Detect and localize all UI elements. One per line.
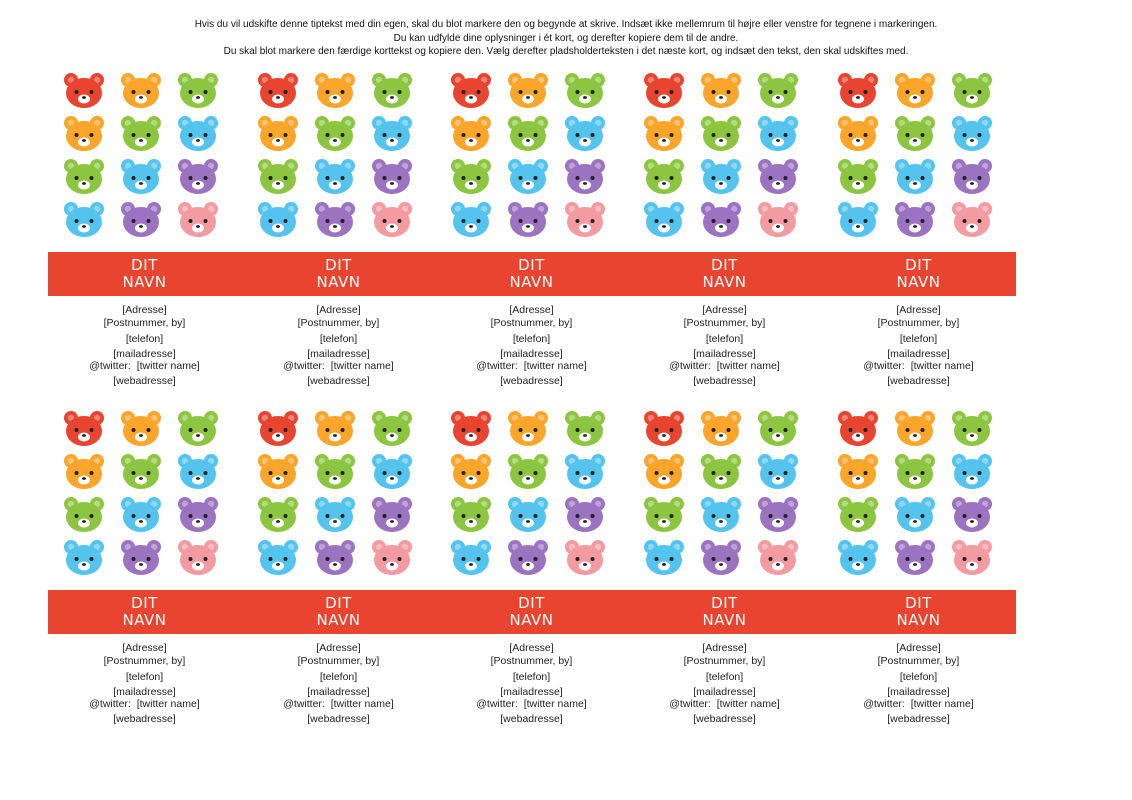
bear-green-icon [176,72,220,110]
card-phone: [telefon] [705,333,744,345]
card-address: [Adresse] [122,642,167,654]
bear-pattern [256,72,424,242]
bear-green-icon [370,410,414,448]
card-phone: [telefon] [899,333,938,345]
bear-pattern [62,72,230,242]
card-contact-info[interactable] [48,642,241,726]
card-twitter: [twitter name] [136,698,200,710]
card-name[interactable] [435,590,628,634]
card-web: [webadresse] [500,375,563,387]
bear-blue-icon [370,453,414,491]
card-name-line1: DIT [325,594,352,612]
card-address: [Adresse] [702,642,747,654]
card-contact-info[interactable] [628,642,821,726]
bear-green-icon [836,158,880,196]
card-name-line2: NAVN [896,273,941,291]
bear-green-icon [256,158,300,196]
bear-purple-icon [893,539,937,577]
bear-blue-icon [313,496,357,534]
bear-blue-icon [176,115,220,153]
bear-orange-icon [313,410,357,448]
bear-green-icon [176,410,220,448]
bear-red-icon [449,72,493,110]
bear-blue-icon [449,201,493,239]
card-name[interactable] [628,590,821,634]
card-twitter-prefix: @twitter: [476,360,518,372]
card-twitter: [twitter name] [136,360,200,372]
bear-pattern [642,410,810,580]
card-twitter-row [435,360,628,372]
bear-blue-icon [699,496,743,534]
card-contact-info[interactable] [822,304,1015,388]
card-postal: [Postnummer, by] [103,655,186,667]
bear-blue-icon [256,201,300,239]
card-name-line1: DIT [131,594,158,612]
card-name-line2: NAVN [702,611,747,629]
bear-blue-icon [62,201,106,239]
bear-purple-icon [370,158,414,196]
bear-blue-icon [370,115,414,153]
bear-orange-icon [893,72,937,110]
card-name-line2: NAVN [896,611,941,629]
card-twitter-row [822,360,1015,372]
bear-pattern [449,72,617,242]
business-card [48,410,241,740]
bear-pattern [836,410,1004,580]
card-contact-info[interactable] [242,642,435,726]
bear-pink-icon [950,201,994,239]
card-name-line2: NAVN [316,611,361,629]
bear-green-icon [699,115,743,153]
bear-orange-icon [699,410,743,448]
bear-pattern [836,72,1004,242]
card-email: [mailadresse] [500,348,563,360]
card-twitter: [twitter name] [910,698,974,710]
bear-pink-icon [756,201,800,239]
bear-blue-icon [119,496,163,534]
bear-red-icon [256,410,300,448]
card-twitter-prefix: @twitter: [476,698,518,710]
bear-purple-icon [756,158,800,196]
bear-orange-icon [119,72,163,110]
card-address: [Adresse] [316,304,361,316]
card-phone: [telefon] [125,333,164,345]
business-card [435,72,628,402]
bear-green-icon [950,72,994,110]
instruction-line: Du kan udfylde dine oplysninger i ét kort, og derefter kopiere dem til de andre. [393,32,739,44]
card-web: [webadresse] [113,713,176,725]
bear-green-icon [506,453,550,491]
bear-green-icon [256,496,300,534]
bear-purple-icon [176,496,220,534]
bear-green-icon [62,496,106,534]
bear-green-icon [506,115,550,153]
card-postal: [Postnummer, by] [297,317,380,329]
card-name-line1: DIT [131,256,158,274]
card-address: [Adresse] [896,304,941,316]
bear-blue-icon [119,158,163,196]
card-twitter: [twitter name] [910,360,974,372]
card-phone: [telefon] [705,671,744,683]
bear-pink-icon [563,539,607,577]
card-address: [Adresse] [509,304,554,316]
card-web: [webadresse] [307,375,370,387]
bear-pattern [62,410,230,580]
card-twitter-prefix: @twitter: [283,698,325,710]
card-name[interactable] [48,252,241,296]
instruction-line: Hvis du vil udskifte denne tiptekst med din egen, skal du blot markere den og begynde at skrive. Indsæt ikke mellemrum til højre eller venstre for tegnene i markeringen. [194,19,938,30]
card-web: [webadresse] [887,375,950,387]
card-phone: [telefon] [899,671,938,683]
card-contact-info[interactable] [242,304,435,388]
bear-green-icon [836,496,880,534]
bear-blue-icon [563,453,607,491]
bear-blue-icon [699,158,743,196]
card-postal: [Postnummer, by] [297,655,380,667]
card-postal: [Postnummer, by] [103,317,186,329]
card-email: [mailadresse] [307,348,370,360]
card-twitter-row [48,360,241,372]
bear-pink-icon [950,539,994,577]
business-card [435,410,628,740]
card-name-line2: NAVN [702,273,747,291]
bear-pink-icon [563,201,607,239]
bear-blue-icon [62,539,106,577]
card-twitter-row [435,698,628,710]
bear-green-icon [313,115,357,153]
bear-blue-icon [950,453,994,491]
instructions-text[interactable] [0,18,1132,59]
card-name[interactable] [242,252,435,296]
bear-purple-icon [370,496,414,534]
card-twitter-row [242,698,435,710]
bear-pattern [256,410,424,580]
bear-purple-icon [756,496,800,534]
business-card [628,72,821,402]
bear-purple-icon [119,201,163,239]
card-postal: [Postnummer, by] [877,317,960,329]
bear-green-icon [119,115,163,153]
bear-green-icon [756,72,800,110]
bear-orange-icon [62,115,106,153]
card-name-line2: NAVN [316,273,361,291]
card-contact-info[interactable] [435,304,628,388]
card-name-line2: NAVN [509,273,554,291]
bear-orange-icon [119,410,163,448]
card-twitter-prefix: @twitter: [669,360,711,372]
card-name[interactable] [48,590,241,634]
bear-red-icon [836,72,880,110]
bear-purple-icon [313,539,357,577]
bear-red-icon [62,410,106,448]
bear-green-icon [893,453,937,491]
card-address: [Adresse] [316,642,361,654]
business-card [822,410,1015,740]
card-email: [mailadresse] [693,686,756,698]
card-twitter-prefix: @twitter: [863,360,905,372]
bear-pink-icon [756,539,800,577]
card-twitter-prefix: @twitter: [863,698,905,710]
bear-purple-icon [506,539,550,577]
bear-red-icon [256,72,300,110]
bear-purple-icon [950,496,994,534]
card-twitter-row [628,698,821,710]
card-name[interactable] [822,590,1015,634]
card-name-line1: DIT [711,594,738,612]
bear-red-icon [449,410,493,448]
bear-red-icon [62,72,106,110]
bear-blue-icon [176,453,220,491]
card-twitter-row [822,698,1015,710]
card-phone: [telefon] [319,671,358,683]
bear-orange-icon [836,453,880,491]
bear-purple-icon [563,496,607,534]
card-postal: [Postnummer, by] [683,655,766,667]
bear-blue-icon [313,158,357,196]
card-contact-info[interactable] [435,642,628,726]
card-name-line2: NAVN [122,273,167,291]
card-address: [Adresse] [509,642,554,654]
bear-pink-icon [370,201,414,239]
card-contact-info[interactable] [628,304,821,388]
card-web: [webadresse] [307,713,370,725]
card-contact-info[interactable] [48,304,241,388]
bear-green-icon [119,453,163,491]
bear-orange-icon [506,410,550,448]
bear-green-icon [893,115,937,153]
business-card [242,410,435,740]
card-name-line1: DIT [325,256,352,274]
bear-blue-icon [449,539,493,577]
bear-red-icon [642,410,686,448]
card-name-line1: DIT [518,256,545,274]
bear-green-icon [642,496,686,534]
bear-purple-icon [119,539,163,577]
card-postal: [Postnummer, by] [683,317,766,329]
instruction-line: Du skal blot markere den færdige korttekst og kopiere den. Vælg derefter pladsholderteksten i det næste kort, og indsæt den tekst, den skal udskiftes med. [223,46,909,57]
card-twitter: [twitter name] [716,698,780,710]
bear-pattern [642,72,810,242]
bear-green-icon [313,453,357,491]
bear-orange-icon [313,72,357,110]
card-twitter-prefix: @twitter: [669,698,711,710]
card-name[interactable] [628,252,821,296]
card-email: [mailadresse] [693,348,756,360]
bear-purple-icon [563,158,607,196]
bear-blue-icon [256,539,300,577]
business-card [48,72,241,402]
bear-blue-icon [756,115,800,153]
bear-orange-icon [836,115,880,153]
bear-purple-icon [699,539,743,577]
card-twitter-row [48,698,241,710]
bear-green-icon [449,496,493,534]
bear-green-icon [370,72,414,110]
bear-orange-icon [449,115,493,153]
bear-green-icon [563,410,607,448]
bear-green-icon [950,410,994,448]
card-name[interactable] [242,590,435,634]
bear-orange-icon [62,453,106,491]
card-twitter: [twitter name] [330,360,394,372]
bear-purple-icon [950,158,994,196]
bear-purple-icon [893,201,937,239]
card-email: [mailadresse] [500,686,563,698]
bear-pink-icon [176,201,220,239]
card-twitter: [twitter name] [716,360,780,372]
bear-purple-icon [176,158,220,196]
bear-blue-icon [563,115,607,153]
bear-green-icon [449,158,493,196]
bear-blue-icon [642,539,686,577]
card-name-line1: DIT [711,256,738,274]
card-twitter: [twitter name] [523,698,587,710]
card-name-line1: DIT [905,594,932,612]
card-name-line1: DIT [905,256,932,274]
card-twitter: [twitter name] [523,360,587,372]
card-name-line1: DIT [518,594,545,612]
card-web: [webadresse] [693,375,756,387]
card-phone: [telefon] [512,671,551,683]
card-address: [Adresse] [122,304,167,316]
bear-orange-icon [449,453,493,491]
card-phone: [telefon] [125,671,164,683]
bear-purple-icon [506,201,550,239]
card-name-line2: NAVN [509,611,554,629]
card-email: [mailadresse] [113,686,176,698]
bear-blue-icon [893,158,937,196]
card-web: [webadresse] [113,375,176,387]
card-contact-info[interactable] [822,642,1015,726]
card-postal: [Postnummer, by] [877,655,960,667]
bear-red-icon [836,410,880,448]
card-name-line2: NAVN [122,611,167,629]
bear-blue-icon [836,201,880,239]
card-twitter: [twitter name] [330,698,394,710]
bear-green-icon [756,410,800,448]
card-address: [Adresse] [896,642,941,654]
card-twitter-row [628,360,821,372]
card-phone: [telefon] [319,333,358,345]
card-email: [mailadresse] [887,348,950,360]
card-address: [Adresse] [702,304,747,316]
bear-orange-icon [642,115,686,153]
bear-red-icon [642,72,686,110]
bear-orange-icon [642,453,686,491]
card-postal: [Postnummer, by] [490,655,573,667]
bear-green-icon [563,72,607,110]
bear-purple-icon [699,201,743,239]
bear-pattern [449,410,617,580]
bear-pink-icon [370,539,414,577]
bear-green-icon [699,453,743,491]
business-card [822,72,1015,402]
card-twitter-prefix: @twitter: [283,360,325,372]
card-email: [mailadresse] [307,686,370,698]
card-web: [webadresse] [693,713,756,725]
bear-green-icon [642,158,686,196]
card-postal: [Postnummer, by] [490,317,573,329]
bear-orange-icon [893,410,937,448]
bear-orange-icon [256,453,300,491]
bear-orange-icon [256,115,300,153]
bear-blue-icon [756,453,800,491]
card-twitter-prefix: @twitter: [89,698,131,710]
bear-pink-icon [176,539,220,577]
bear-blue-icon [893,496,937,534]
card-name[interactable] [435,252,628,296]
card-email: [mailadresse] [113,348,176,360]
bear-blue-icon [836,539,880,577]
bear-blue-icon [506,158,550,196]
card-email: [mailadresse] [887,686,950,698]
card-phone: [telefon] [512,333,551,345]
card-web: [webadresse] [500,713,563,725]
bear-blue-icon [950,115,994,153]
card-twitter-prefix: @twitter: [89,360,131,372]
bear-blue-icon [642,201,686,239]
bear-purple-icon [313,201,357,239]
bear-orange-icon [506,72,550,110]
card-name[interactable] [822,252,1015,296]
business-card [242,72,435,402]
card-web: [webadresse] [887,713,950,725]
bear-orange-icon [699,72,743,110]
business-card [628,410,821,740]
bear-green-icon [62,158,106,196]
card-twitter-row [242,360,435,372]
bear-blue-icon [506,496,550,534]
